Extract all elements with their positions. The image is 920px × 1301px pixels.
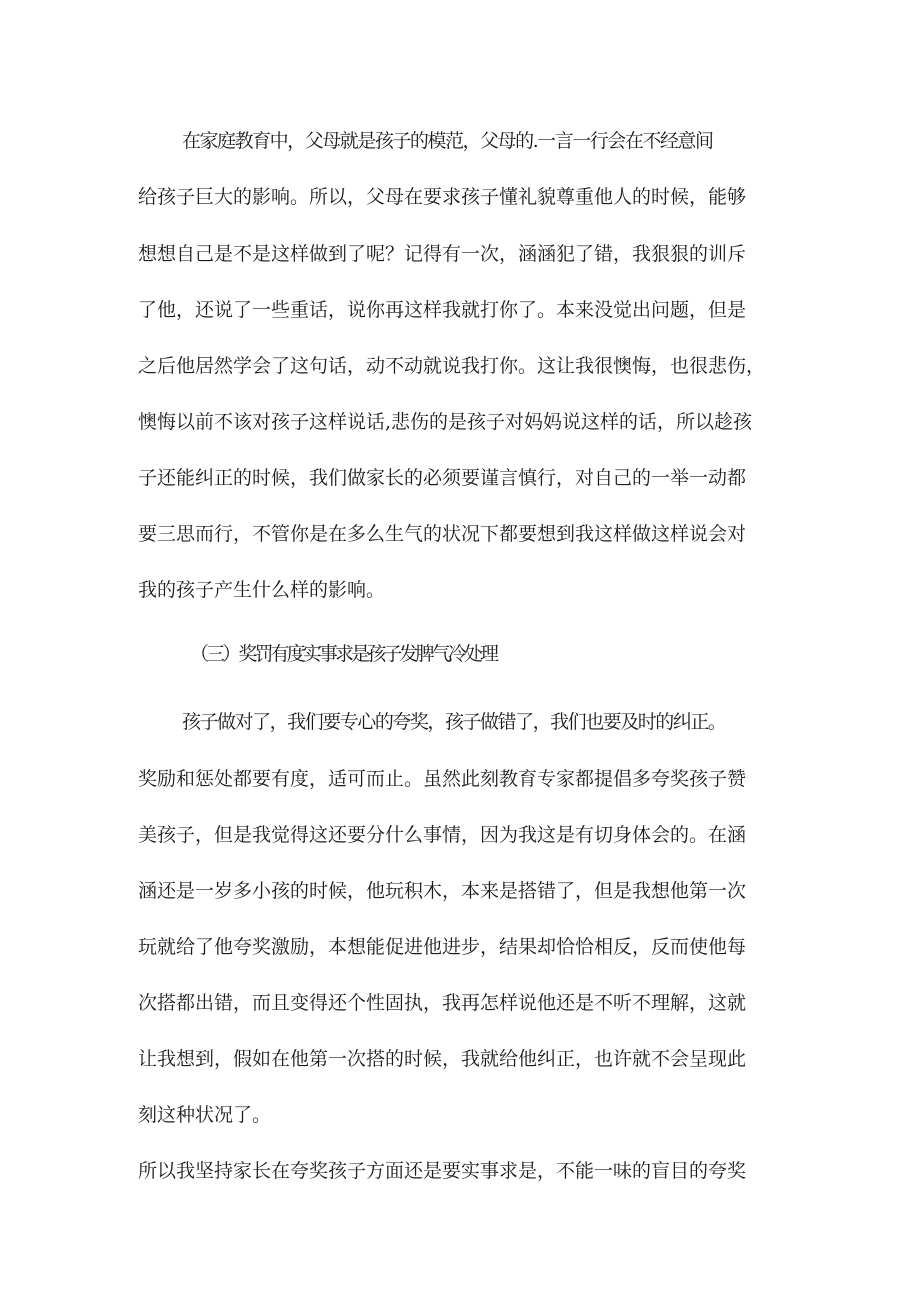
paragraph-1-line-6: 懊悔以前不该对孩子这样说话,悲伤的是孩子对妈妈说这样的话，所以趁孩 — [138, 411, 753, 433]
paragraph-2-line-4: 涵还是一岁多小孩的时候，他玩积木，本来是搭错了，但是我想他第一次 — [138, 880, 747, 902]
paragraph-1-line-1: 在家庭教育中，父母就是孩子的模范，父母的.一言一行会在不经意间 — [182, 130, 713, 152]
paragraph-2-line-7: 让我想到，假如在他第一次搭的时候，我就给他纠正，也许就不会呈现此 — [138, 1048, 747, 1070]
paragraph-2-line-3: 美孩子，但是我觉得这还要分什么事情，因为我这是有切身体会的。在涵 — [138, 824, 747, 846]
paragraph-1-line-4: 了他，还说了一些重话，说你再这样我就打你了。本来没觉出问题，但是 — [138, 299, 747, 321]
paragraph-1-line-3: 想想自己是不是这样做到了呢？记得有一次，涵涵犯了错，我狠狠的训斥 — [138, 243, 747, 265]
paragraph-2-line-1: 孩子做对了，我们要专心的夸奖，孩子做错了，我们也要及时的纠正。 — [182, 711, 726, 733]
paragraph-1-line-8: 要三思而行，不管你是在多么生气的状况下都要想到我这样做这样说会对 — [138, 523, 747, 545]
paragraph-2-line-2: 奖励和惩处都要有度，适可而止。虽然此刻教育专家都提倡多夸奖孩子赞 — [138, 768, 747, 790]
paragraph-1-line-2: 给孩子巨大的影响。所以，父母在要求孩子懂礼貌尊重他人的时候，能够 — [138, 186, 747, 208]
paragraph-2-line-6: 次搭都出错，而且变得还个性固执，我再怎样说他还是不听不理解，这就 — [138, 992, 747, 1014]
paragraph-3-line-1: 所以我坚持家长在夸奖孩子方面还是要实事求是，不能一味的盲目的夸奖 — [138, 1160, 747, 1182]
paragraph-2-line-5: 玩就给了他夸奖激励，本想能促进他进步，结果却恰恰相反，反而使他每 — [138, 936, 747, 958]
paragraph-1-line-7: 子还能纠正的时候，我们做家长的必须要谨言慎行，对自己的一举一动都 — [138, 467, 747, 489]
section-heading: （三）奖罚有度实事求是孩子发脾气冷处理 — [190, 643, 497, 665]
paragraph-2-line-8: 刻这种状况了。 — [138, 1104, 272, 1126]
paragraph-1-line-5: 之后他居然学会了这句话，动不动就说我打你。这让我很懊悔，也很悲伤， — [138, 355, 766, 377]
paragraph-1-line-9: 我的孩子产生什么样的影响。 — [138, 579, 386, 601]
